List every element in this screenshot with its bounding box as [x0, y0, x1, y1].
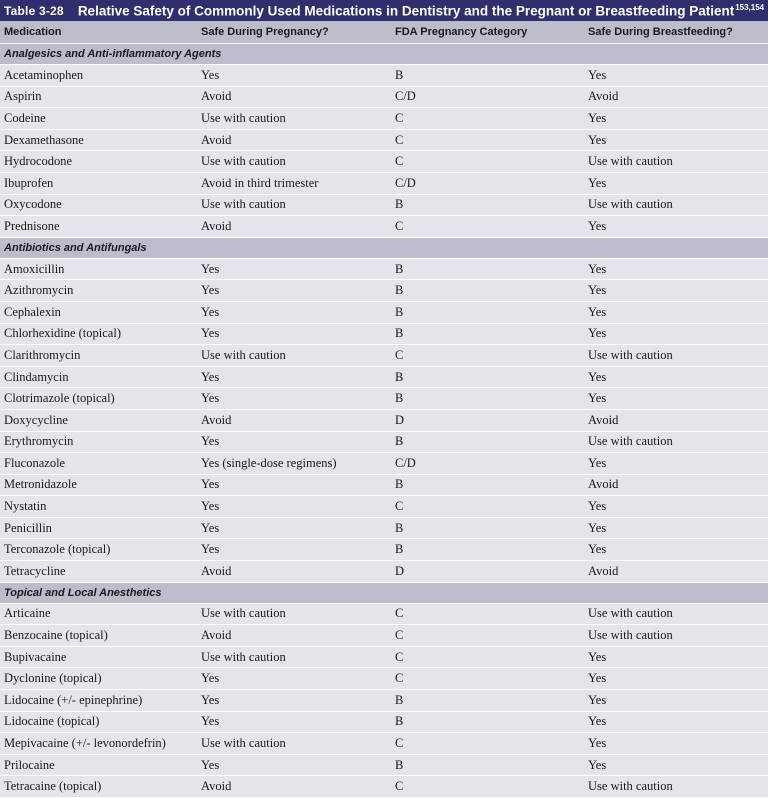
medication-cell: Aspirin [0, 86, 197, 108]
safe-pregnancy-cell: Avoid in third trimester [197, 172, 391, 194]
medication-cell: Azithromycin [0, 280, 197, 302]
table-title-refs: 153,154 [735, 2, 765, 12]
safe-pregnancy-cell: Use with caution [197, 108, 391, 130]
table-title-text: Relative Safety of Commonly Used Medications in Dentistry and the Pregnant or Breastfeeding Patient [77, 3, 735, 19]
table-row [0, 711, 768, 733]
medication-cell: Terconazole (topical) [0, 539, 197, 561]
safe-breastfeeding-cell: Use with caution [584, 431, 768, 453]
medication-cell: Clotrimazole (topical) [0, 388, 197, 410]
table-row [0, 194, 768, 216]
fda-category-cell: C/D [391, 172, 584, 194]
safe-breastfeeding-cell: Yes [584, 733, 768, 755]
table-row [0, 280, 768, 302]
section-header-row [0, 44, 768, 65]
table-row [0, 776, 768, 798]
fda-category-cell: B [391, 65, 584, 87]
table-row [0, 108, 768, 130]
table-row [0, 754, 768, 776]
table-title [78, 3, 764, 19]
safe-pregnancy-cell: Yes [197, 431, 391, 453]
safe-pregnancy-cell: Yes (single-dose regimens) [197, 453, 391, 475]
fda-category-cell: B [391, 194, 584, 216]
table-row [0, 668, 768, 690]
column-header-medication: Medication [0, 21, 197, 44]
fda-category-cell: B [391, 280, 584, 302]
safe-pregnancy-cell: Yes [197, 539, 391, 561]
section-title: Antibiotics and Antifungals [0, 237, 768, 258]
safe-breastfeeding-cell: Yes [584, 172, 768, 194]
section-header-row [0, 582, 768, 603]
safe-pregnancy-cell: Yes [197, 258, 391, 280]
medication-cell: Dexamethasone [0, 129, 197, 151]
safe-breastfeeding-cell: Use with caution [584, 345, 768, 367]
fda-category-cell: B [391, 388, 584, 410]
fda-category-cell: C [391, 603, 584, 625]
medication-cell: Chlorhexidine (topical) [0, 323, 197, 345]
table-row [0, 603, 768, 625]
table-row [0, 646, 768, 668]
safe-breastfeeding-cell: Avoid [584, 474, 768, 496]
safe-breastfeeding-cell: Yes [584, 453, 768, 475]
fda-category-cell: C/D [391, 453, 584, 475]
medication-cell: Penicillin [0, 517, 197, 539]
fda-category-cell: C [391, 776, 584, 798]
table-row [0, 323, 768, 345]
safe-pregnancy-cell: Yes [197, 754, 391, 776]
safe-breastfeeding-cell: Yes [584, 539, 768, 561]
medication-cell: Prilocaine [0, 754, 197, 776]
safe-breastfeeding-cell: Yes [584, 216, 768, 238]
safe-breastfeeding-cell: Yes [584, 323, 768, 345]
safe-pregnancy-cell: Yes [197, 690, 391, 712]
safe-pregnancy-cell: Yes [197, 388, 391, 410]
safe-breastfeeding-cell: Use with caution [584, 625, 768, 647]
safe-breastfeeding-cell: Use with caution [584, 194, 768, 216]
fda-category-cell: C [391, 129, 584, 151]
fda-category-cell: B [391, 711, 584, 733]
safe-breastfeeding-cell: Yes [584, 388, 768, 410]
fda-category-cell: C [391, 646, 584, 668]
safe-breastfeeding-cell: Yes [584, 496, 768, 518]
safe-pregnancy-cell: Use with caution [197, 151, 391, 173]
fda-category-cell: B [391, 517, 584, 539]
safe-pregnancy-cell: Yes [197, 517, 391, 539]
table-row [0, 431, 768, 453]
safe-breastfeeding-cell: Yes [584, 668, 768, 690]
table-row [0, 388, 768, 410]
fda-category-cell: B [391, 754, 584, 776]
medication-cell: Fluconazole [0, 453, 197, 475]
safe-pregnancy-cell: Yes [197, 323, 391, 345]
safe-breastfeeding-cell: Yes [584, 301, 768, 323]
medication-cell: Tetracaine (topical) [0, 776, 197, 798]
medication-cell: Doxycycline [0, 409, 197, 431]
medication-cell: Nystatin [0, 496, 197, 518]
safe-breastfeeding-cell: Yes [584, 646, 768, 668]
section-title: Analgesics and Anti-inflammatory Agents [0, 44, 768, 65]
table-row [0, 474, 768, 496]
safe-breastfeeding-cell: Use with caution [584, 776, 768, 798]
medication-cell: Benzocaine (topical) [0, 625, 197, 647]
safe-breastfeeding-cell: Yes [584, 366, 768, 388]
fda-category-cell: D [391, 409, 584, 431]
safe-breastfeeding-cell: Yes [584, 258, 768, 280]
medication-cell: Prednisone [0, 216, 197, 238]
fda-category-cell: B [391, 301, 584, 323]
fda-category-cell: B [391, 323, 584, 345]
safe-pregnancy-cell: Avoid [197, 86, 391, 108]
safe-breastfeeding-cell: Avoid [584, 409, 768, 431]
safe-pregnancy-cell: Yes [197, 280, 391, 302]
table-row [0, 733, 768, 755]
safe-breastfeeding-cell: Use with caution [584, 151, 768, 173]
medication-cell: Oxycodone [0, 194, 197, 216]
table-body [0, 44, 768, 798]
medication-safety-table [0, 21, 768, 798]
safe-pregnancy-cell: Use with caution [197, 646, 391, 668]
table-row [0, 216, 768, 238]
safe-pregnancy-cell: Yes [197, 366, 391, 388]
medication-cell: Mepivacaine (+/- levonordefrin) [0, 733, 197, 755]
table-row [0, 539, 768, 561]
medication-cell: Erythromycin [0, 431, 197, 453]
safe-breastfeeding-cell: Avoid [584, 86, 768, 108]
safe-pregnancy-cell: Avoid [197, 776, 391, 798]
medication-cell: Lidocaine (+/- epinephrine) [0, 690, 197, 712]
safe-pregnancy-cell: Yes [197, 301, 391, 323]
medication-cell: Hydrocodone [0, 151, 197, 173]
table-row [0, 453, 768, 475]
medication-cell: Metronidazole [0, 474, 197, 496]
medication-cell: Acetaminophen [0, 65, 197, 87]
table-row [0, 561, 768, 583]
safe-breastfeeding-cell: Yes [584, 690, 768, 712]
safe-breastfeeding-cell: Use with caution [584, 603, 768, 625]
safe-pregnancy-cell: Yes [197, 474, 391, 496]
safe-breastfeeding-cell: Yes [584, 280, 768, 302]
fda-category-cell: C [391, 625, 584, 647]
fda-category-cell: C [391, 496, 584, 518]
medication-cell: Codeine [0, 108, 197, 130]
table-row [0, 172, 768, 194]
table-row [0, 496, 768, 518]
table-row [0, 65, 768, 87]
fda-category-cell: D [391, 561, 584, 583]
safe-breastfeeding-cell: Yes [584, 65, 768, 87]
safe-pregnancy-cell: Avoid [197, 561, 391, 583]
medication-cell: Dyclonine (topical) [0, 668, 197, 690]
safe-pregnancy-cell: Yes [197, 668, 391, 690]
safe-pregnancy-cell: Avoid [197, 216, 391, 238]
medication-cell: Articaine [0, 603, 197, 625]
medication-cell: Bupivacaine [0, 646, 197, 668]
section-title: Topical and Local Anesthetics [0, 582, 768, 603]
safe-pregnancy-cell: Yes [197, 711, 391, 733]
fda-category-cell: B [391, 258, 584, 280]
fda-category-cell: B [391, 431, 584, 453]
safe-pregnancy-cell: Use with caution [197, 603, 391, 625]
medication-cell: Cephalexin [0, 301, 197, 323]
table-header-row [0, 21, 768, 44]
safe-breastfeeding-cell: Avoid [584, 561, 768, 583]
table-row [0, 366, 768, 388]
column-header-safe-pregnancy: Safe During Pregnancy? [197, 21, 391, 44]
table-row [0, 517, 768, 539]
fda-category-cell: C [391, 108, 584, 130]
table-title-bar [0, 0, 768, 21]
safe-breastfeeding-cell: Yes [584, 711, 768, 733]
fda-category-cell: C [391, 668, 584, 690]
safe-pregnancy-cell: Yes [197, 496, 391, 518]
fda-category-cell: B [391, 539, 584, 561]
safe-pregnancy-cell: Avoid [197, 409, 391, 431]
medication-cell: Lidocaine (topical) [0, 711, 197, 733]
fda-category-cell: C [391, 216, 584, 238]
column-header-safe-breastfeeding: Safe During Breastfeeding? [584, 21, 768, 44]
safe-pregnancy-cell: Avoid [197, 129, 391, 151]
safe-breastfeeding-cell: Yes [584, 754, 768, 776]
medication-cell: Clarithromycin [0, 345, 197, 367]
fda-category-cell: B [391, 366, 584, 388]
table-row [0, 301, 768, 323]
section-header-row [0, 237, 768, 258]
safe-pregnancy-cell: Avoid [197, 625, 391, 647]
table-row [0, 690, 768, 712]
medication-cell: Clindamycin [0, 366, 197, 388]
fda-category-cell: B [391, 690, 584, 712]
safe-pregnancy-cell: Yes [197, 65, 391, 87]
table-row [0, 409, 768, 431]
table-row [0, 345, 768, 367]
fda-category-cell: C [391, 345, 584, 367]
fda-category-cell: C [391, 151, 584, 173]
safe-breastfeeding-cell: Yes [584, 129, 768, 151]
safe-breastfeeding-cell: Yes [584, 517, 768, 539]
safe-breastfeeding-cell: Yes [584, 108, 768, 130]
table-row [0, 151, 768, 173]
safe-pregnancy-cell: Use with caution [197, 194, 391, 216]
medication-cell: Tetracycline [0, 561, 197, 583]
table-row [0, 129, 768, 151]
table-row [0, 625, 768, 647]
fda-category-cell: C [391, 733, 584, 755]
column-header-fda-category: FDA Pregnancy Category [391, 21, 584, 44]
fda-category-cell: B [391, 474, 584, 496]
safe-pregnancy-cell: Use with caution [197, 733, 391, 755]
safe-pregnancy-cell: Use with caution [197, 345, 391, 367]
table-row [0, 258, 768, 280]
table-number: Table 3-28 [4, 3, 64, 18]
medication-cell: Amoxicillin [0, 258, 197, 280]
table-row [0, 86, 768, 108]
fda-category-cell: C/D [391, 86, 584, 108]
medication-cell: Ibuprofen [0, 172, 197, 194]
